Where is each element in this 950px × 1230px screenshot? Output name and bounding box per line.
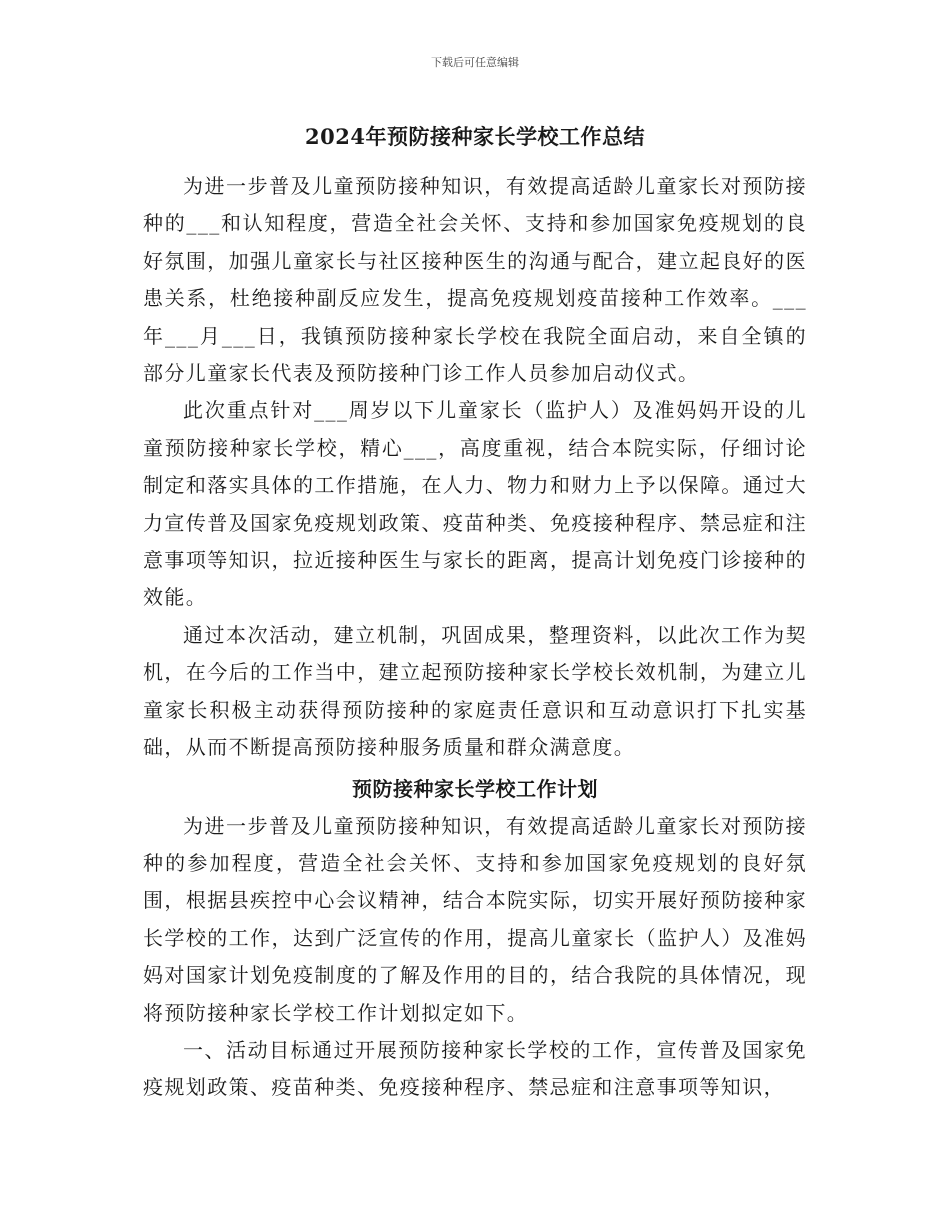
plan-title: 预防接种家长学校工作计划 [352,776,598,801]
summary-paragraph-3: 通过本次活动，建立机制，巩固成果，整理资料，以此次工作为契机，在今后的工作当中，建立起预防接种家长学校长效机制，为建立儿童家长积极主动获得预防接种的家庭责任意识和互动意识打下扎实基础，从而不断提高预防接种服务质量和群众满意度。 [143,622,807,760]
document-title: 2024年预防接种家长学校工作总结 [305,124,645,149]
plan-paragraph-2: 一、活动目标通过开展预防接种家长学校的工作，宣传普及国家免疫规划政策、疫苗种类、免疫接种程序、禁忌症和注意事项等知识， [143,1037,807,1100]
summary-paragraph-1: 为进一步普及儿童预防接种知识，有效提高适龄儿童家长对预防接种的___和认知程度，营造全社会关怀、支持和参加国家免疫规划的良好氛围，加强儿童家长与社区接种医生的沟通与配合，建立起良好的医患关系，杜绝接种副反应发生，提高免疫规划疫苗接种工作效率。___年___月___日，我镇预防接种家长学校在我院全面启动，来自全镇的部分儿童家长代表及预防接种门诊工作人员参加启动仪式。 [143,174,807,386]
summary-paragraph-2: 此次重点针对___周岁以下儿童家长（监护人）及准妈妈开设的儿童预防接种家长学校，精心___，高度重视，结合本院实际，仔细讨论制定和落实具体的工作措施，在人力、物力和财力上予以保障。通过大力宣传普及国家免疫规划政策、疫苗种类、免疫接种程序、禁忌症和注意事项等知识，拉近接种医生与家长的距离，提高计划免疫门诊接种的效能。 [143,398,807,610]
header-note: 下载后可任意编辑 [431,56,519,69]
document-body [143,120,807,1107]
plan-paragraph-1: 为进一步普及儿童预防接种知识，有效提高适龄儿童家长对预防接种的参加程度，营造全社会关怀、支持和参加国家免疫规划的良好氛围，根据县疾控中心会议精神，结合本院实际，切实开展好预防接种家长学校的工作，达到广泛宣传的作用，提高儿童家长（监护人）及准妈妈对国家计划免疫制度的了解及作用的目的，结合我院的具体情况，现将预防接种家长学校工作计划拟定如下。 [143,813,807,1025]
